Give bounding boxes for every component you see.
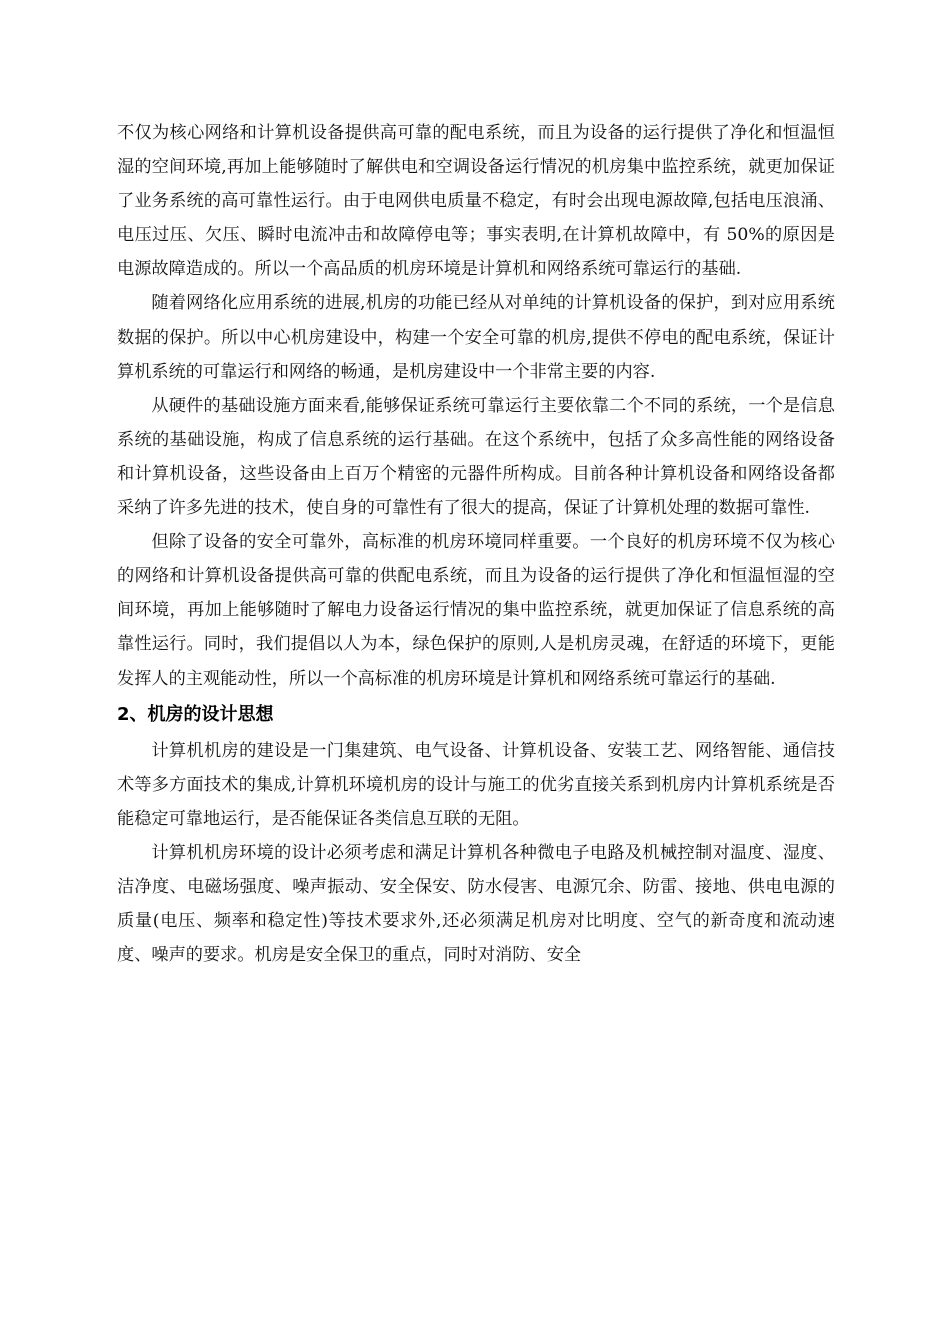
document-body xyxy=(117,116,835,972)
paragraph-2: 随着网络化应用系统的进展,机房的功能已经从对单纯的计算机设备的保护，到对应用系统数据的保护。所以中心机房建设中，构建一个安全可靠的机房,提供不停电的配电系统，保证计算机系统的可靠运行和网络的畅通，是机房建设中一个非常主要的内容. xyxy=(117,293,835,382)
paragraph-3: 从硬件的基础设施方面来看,能够保证系统可靠运行主要依靠二个不同的系统，一个是信息系统的基础设施，构成了信息系统的运行基础。在这个系统中，包括了众多高性能的网络设备和计算机设备，这些设备由上百万个精密的元器件所构成。目前各种计算机设备和网络设备都采纳了许多先进的技术，使自身的可靠性有了很大的提高，保证了计算机处理的数据可靠性. xyxy=(117,395,835,519)
paragraph-4: 但除了设备的安全可靠外，高标准的机房环境同样重要。一个良好的机房环境不仅为核心的网络和计算机设备提供高可靠的供配电系统，而且为设备的运行提供了净化和恒温恒湿的空间环境，再加上能够随时了解电力设备运行情况的集中监控系统，就更加保证了信息系统的高靠性运行。同时，我们提倡以人为本，绿色保护的原则,人是机房灵魂，在舒适的环境下，更能发挥人的主观能动性，所以一个高标准的机房环境是计算机和网络系统可靠运行的基础. xyxy=(117,532,835,689)
paragraph-5: 计算机机房的建设是一门集建筑、电气设备、计算机设备、安装工艺、网络智能、通信技术等多方面技术的集成,计算机环境机房的设计与施工的优劣直接关系到机房内计算机系统是否能稳定可靠地运行，是否能保证各类信息互联的无阻。 xyxy=(117,740,835,829)
section-heading: 2、机房的设计思想 xyxy=(117,703,274,725)
paragraph-6: 计算机机房环境的设计必须考虑和满足计算机各种微电子电路及机械控制对温度、湿度、洁净度、电磁场强度、噪声振动、安全保安、防水侵害、电源冗余、防雷、接地、供电电源的质量(电压、频率和稳定性)等技术要求外,还必须满足机房对比明度、空气的新奇度和流动速度、噪声的要求。机房是安全保卫的重点，同时对消防、安全 xyxy=(117,842,835,966)
paragraph-1: 不仅为核心网络和计算机设备提供高可靠的配电系统，而且为设备的运行提供了净化和恒温恒湿的空间环境,再加上能够随时了解供电和空调设备运行情况的机房集中监控系统，就更加保证了业务系统的高可靠性运行。由于电网供电质量不稳定，有时会出现电源故障,包括电压浪涌、电压过压、欠压、瞬时电流冲击和故障停电等；事实表明,在计算机故障中，有 50%的原因是电源故障造成的。所以一个高品质的机房环境是计算机和网络系统可靠运行的基础. xyxy=(117,123,835,280)
